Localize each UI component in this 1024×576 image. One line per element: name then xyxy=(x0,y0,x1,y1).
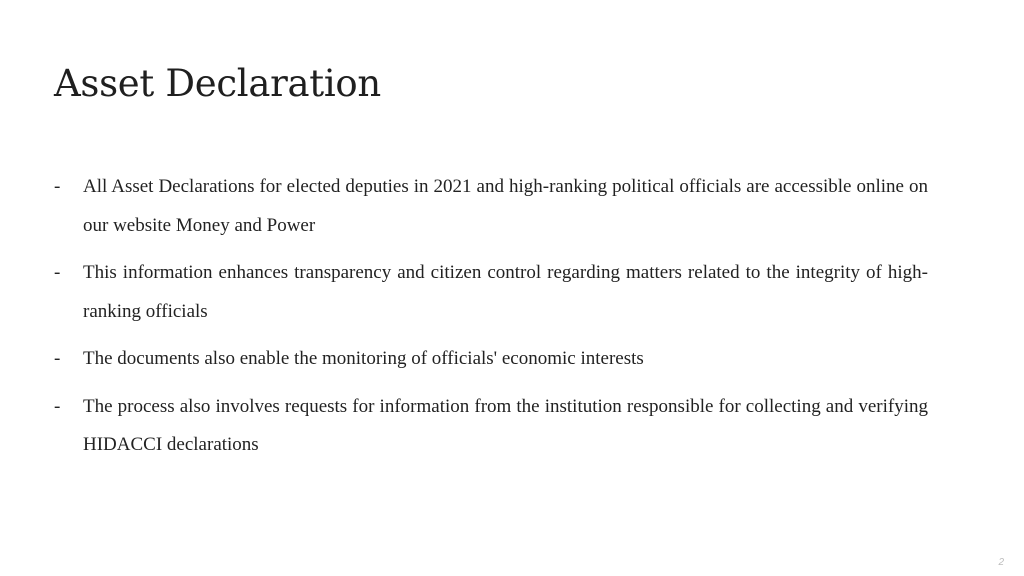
bullet-text: The documents also enable the monitoring of officials' economic interests xyxy=(83,348,644,369)
bullet-marker: - xyxy=(54,395,61,417)
bullet-list xyxy=(54,168,928,474)
bullet-item xyxy=(54,340,928,379)
bullet-marker: - xyxy=(54,176,61,197)
bullet-marker: - xyxy=(54,348,61,369)
page-number: 2 xyxy=(998,557,1004,568)
bullet-text: All Asset Declarations for elected deputies in 2021 and high-ranking political officials are accessible online on our website Money and Power xyxy=(83,176,928,236)
bullet-text: The process also involves requests for information from the institution responsible for collecting and verifying HIDACCI declarations xyxy=(83,395,928,455)
bullet-text: This information enhances transparency and citizen control regarding matters related to the integrity of high-ranking officials xyxy=(83,262,928,322)
bullet-item xyxy=(54,168,928,245)
slide-title: Asset Declaration xyxy=(54,62,381,105)
bullet-marker: - xyxy=(54,262,61,283)
bullet-item xyxy=(54,254,928,331)
bullet-item xyxy=(54,388,928,465)
